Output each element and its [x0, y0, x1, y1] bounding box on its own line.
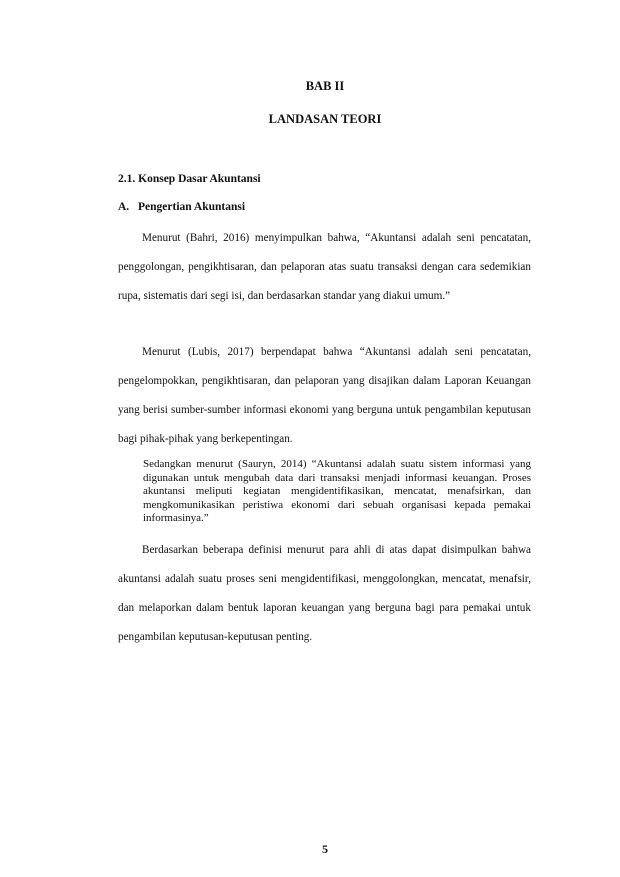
section-heading: 2.1. Konsep Dasar Akuntansi	[118, 173, 261, 185]
paragraph-lubis: Menurut (Lubis, 2017) berpendapat bahwa “Akuntansi adalah seni pencatatan, pengelompokkan, pengikhtisaran, dan pelaporan yang disajikan dalam Laporan Keuangan yang berisi sumber-sumber informasi ekonomi yang berguna untuk pengambilan keputusan bagi pihak-pihak yang berkepentingan.	[118, 346, 531, 445]
page-number: 5	[322, 842, 328, 856]
chapter-title: LANDASAN TEORI	[268, 112, 382, 126]
sub-heading-title: Pengertian Akuntansi	[138, 201, 246, 213]
sub-heading	[118, 201, 245, 213]
block-quote-sauryn: Sedangkan menurut (Sauryn, 2014) “Akuntansi adalah suatu sistem informasi yang digunakan untuk mengubah data dari transaksi menjadi informasi keuangan. Proses akuntansi meliputi kegiatan mengidentifikasikan, mencatat, menafsirkan, dan mengkomunikasikan peristiwa ekonomi dari sebuah organisasi kepada pemakai informasinya.”	[143, 458, 531, 525]
sub-heading-letter: A.	[118, 201, 130, 213]
chapter-label: BAB II	[305, 79, 345, 93]
paragraph-bahri: Menurut (Bahri, 2016) menyimpulkan bahwa, “Akuntansi adalah seni pencatatan, penggolongan, pengikhtisaran, dan pelaporan atas suatu transaksi dengan cara sedemikian rupa, sistematis dari segi isi, dan berdasarkan standar yang diakui umum.”	[118, 232, 531, 302]
paragraph-conclusion: Berdasarkan beberapa definisi menurut para ahli di atas dapat disimpulkan bahwa akuntansi adalah suatu proses seni mengidentifikasi, menggolongkan, mencatat, menafsir, dan melaporkan dalam bentuk laporan keuangan yang berguna bagi para pemakai untuk pengambilan keputusan-keputusan penting.	[118, 544, 531, 643]
